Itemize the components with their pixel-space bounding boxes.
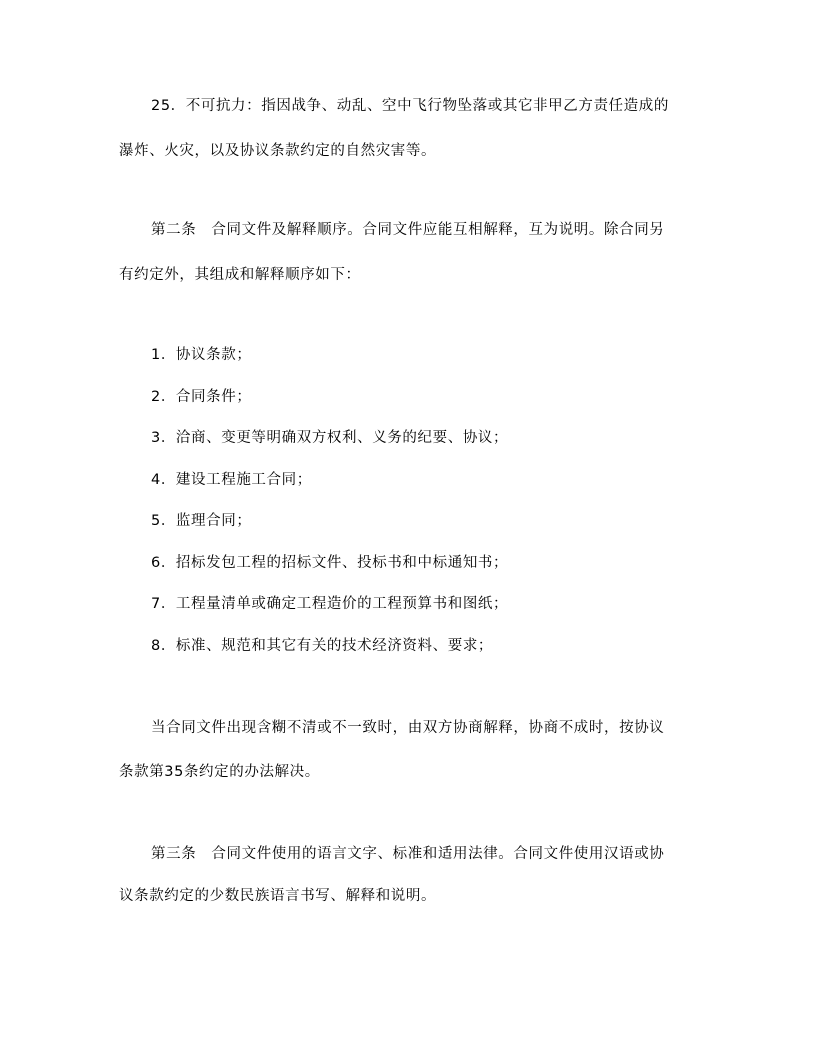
article-3-line-1: 第三条 合同文件使用的语言文字、标准和适用法律。合同文件使用汉语或协 [151, 846, 665, 862]
conflict-clause-line-1: 当合同文件出现含糊不清或不一致时，由双方协商解释，协商不成时，按协议 [151, 720, 665, 736]
list-item-6: 6．招标发包工程的招标文件、投标书和中标通知书； [151, 555, 509, 571]
list-item-1: 1．协议条款； [151, 347, 252, 363]
list-item-5: 5．监理合同； [151, 513, 252, 529]
list-item-7: 7．工程量清单或确定工程造价的工程预算书和图纸； [151, 596, 509, 612]
article-2-line-1: 第二条 合同文件及解释顺序。合同文件应能互相解释，互为说明。除合同另 [151, 222, 665, 238]
list-item-8: 8．标准、规范和其它有关的技术经济资料、要求； [151, 638, 494, 654]
conflict-clause-line-2: 条款第35条约定的办法解决。 [119, 764, 320, 780]
list-item-2: 2．合同条件； [151, 389, 252, 405]
article-3-line-2: 议条款约定的少数民族语言书写、解释和说明。 [119, 888, 437, 904]
item-25-line-1: 25．不可抗力：指因战争、动乱、空中飞行物坠落或其它非甲乙方责任造成的 [151, 98, 669, 114]
list-item-4: 4．建设工程施工合同； [151, 472, 312, 488]
list-item-3: 3．洽商、变更等明确双方权利、义务的纪要、协议； [151, 430, 509, 446]
article-2-line-2: 有约定外，其组成和解释顺序如下： [119, 267, 361, 283]
item-25-line-2: 瀑炸、火灾，以及协议条款约定的自然灾害等。 [119, 143, 437, 159]
